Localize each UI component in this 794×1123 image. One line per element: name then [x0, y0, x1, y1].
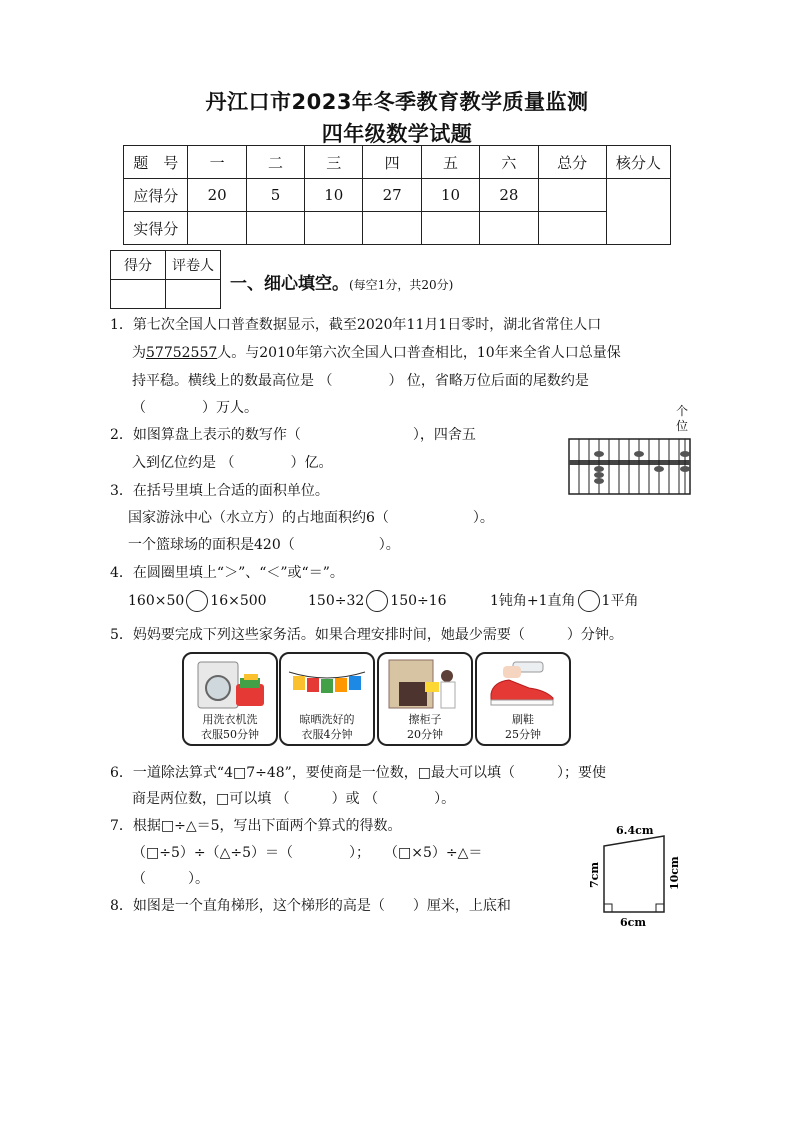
score-col: 二 [246, 146, 304, 179]
grader-score-label: 得分 [111, 251, 166, 280]
score-col-checker: 核分人 [606, 146, 670, 179]
actual-cell[interactable] [480, 212, 538, 245]
exam-title: 丹江口市2023年冬季教育教学质量监测 [205, 90, 589, 114]
q1-line4: （ ）万人。 [132, 400, 258, 416]
actual-total-cell[interactable] [538, 212, 606, 245]
q4-expr2-left: 150÷32 [308, 593, 365, 609]
q7-line2: （□÷5）÷（△÷5）＝（ ）； （□×5）÷△＝ [132, 845, 483, 861]
score-col-total: 总分 [538, 146, 606, 179]
actual-cell[interactable] [246, 212, 304, 245]
q4-expr1-left: 160×50 [128, 593, 185, 609]
compare-circle[interactable] [366, 590, 388, 612]
chore-card [475, 652, 571, 746]
score-table [123, 145, 671, 245]
expected-label: 应得分 [124, 179, 188, 212]
exam-subtitle: 四年级数学试题 [321, 122, 473, 146]
q7-line1: 7．根据□÷△＝5，写出下面两个算式的得数。 [110, 818, 402, 834]
q4-line1: 4．在圆圈里填上“＞”、“＜”或“＝”。 [110, 565, 344, 581]
q4-expr1 [128, 588, 267, 614]
q6-line1: 6．一道除法算式“4□7÷48”，要使商是一位数，□最大可以填（ ）；要使 [110, 765, 607, 781]
section-title: 一、细心填空。 [230, 274, 349, 294]
q1-line3: 持平稳。横线上的数最高位是 （ ） 位，省略万位后面的尾数约是 [132, 373, 589, 389]
score-col: 三 [305, 146, 363, 179]
score-table-header-row [124, 146, 671, 179]
score-header-label: 题 号 [124, 146, 188, 179]
grader-box [110, 250, 221, 309]
shoe-brushing-icon [483, 658, 563, 710]
grader-name-label: 评卷人 [166, 251, 221, 280]
q1-line2-pre: 为 [132, 345, 146, 361]
actual-cell[interactable] [305, 212, 363, 245]
score-col: 一 [188, 146, 246, 179]
trapezoid-figure [580, 816, 684, 930]
q6-line2: 商是两位数，□可以填 （ ）或 （ ）。 [132, 791, 456, 807]
wiping-cabinet-icon [385, 658, 465, 710]
q4-expr2-right: 150÷16 [390, 593, 447, 609]
q1-line2 [132, 340, 621, 366]
checker-cell[interactable] [606, 179, 670, 245]
q1-line1: 1．第七次全国人口普查数据显示，截至2020年11月1日零时，湖北省常住人口 [110, 317, 602, 333]
actual-label: 实得分 [124, 212, 188, 245]
chore-card [377, 652, 473, 746]
score-table-actual-row [124, 212, 671, 245]
q5-line1: 5．妈妈要完成下列这些家务活。如果合理安排时间，她最少需要（ ）分钟。 [110, 627, 623, 643]
score-table-expected-row [124, 179, 671, 212]
washing-machine-icon [190, 658, 270, 710]
clothesline-icon [287, 658, 367, 710]
q8-line1: 8．如图是一个直角梯形，这个梯形的高是（ ）厘米，上底和 [110, 898, 511, 914]
chore-caption: 用洗衣机洗 衣服50分钟 [201, 713, 259, 741]
expected-total-cell[interactable] [538, 179, 606, 212]
expected-value: 20 [188, 179, 246, 212]
compare-circle[interactable] [578, 590, 600, 612]
abacus-figure [568, 438, 692, 496]
chore-card [182, 652, 278, 746]
q2-line2: 入到亿位约是 （ ）亿。 [132, 455, 333, 471]
compare-circle[interactable] [186, 590, 208, 612]
q3-line3: 一个篮球场的面积是420（ ）。 [128, 537, 400, 553]
chore-card [279, 652, 375, 746]
trapezoid-left-label: 7cm [588, 862, 601, 888]
expected-value: 27 [363, 179, 421, 212]
q4-expr3-left: 1钝角+1直角 [490, 593, 576, 609]
q3-line2: 国家游泳中心（水立方）的占地面积约6（ ）。 [128, 510, 494, 526]
q4-expr3 [490, 588, 638, 614]
score-col: 六 [480, 146, 538, 179]
expected-value: 5 [246, 179, 304, 212]
score-col: 四 [363, 146, 421, 179]
section-heading [230, 269, 453, 294]
q7-line3: （ ）。 [132, 871, 209, 887]
q3-line1: 3．在括号里填上合适的面积单位。 [110, 483, 329, 499]
trapezoid-bottom-label: 6cm [620, 916, 646, 929]
q4-expr2 [308, 588, 447, 614]
q1-underlined-number: 57752557 [146, 345, 218, 361]
actual-cell[interactable] [363, 212, 421, 245]
expected-value: 10 [305, 179, 363, 212]
expected-value: 28 [480, 179, 538, 212]
q4-expr3-right: 1平角 [601, 593, 639, 609]
actual-cell[interactable] [188, 212, 246, 245]
section-note: (每空1分，共20分) [349, 278, 454, 292]
grader-score-cell[interactable] [111, 280, 166, 309]
q2-line1: 2．如图算盘上表示的数写作（ ），四舍五 [110, 427, 476, 443]
expected-value: 10 [421, 179, 479, 212]
grader-name-cell[interactable] [166, 280, 221, 309]
chore-caption: 晾晒洗好的 衣服4分钟 [299, 713, 355, 741]
score-col: 五 [421, 146, 479, 179]
trapezoid-right-label: 10cm [668, 856, 681, 890]
chore-caption: 擦柜子 20分钟 [407, 713, 443, 741]
chore-caption: 刷鞋 25分钟 [505, 713, 541, 741]
q1-line2-post: 人。与2010年第六次全国人口普查相比，10年来全省人口总量保 [217, 345, 621, 361]
q4-expr1-right: 16×500 [210, 593, 267, 609]
actual-cell[interactable] [421, 212, 479, 245]
trapezoid-top-label: 6.4cm [616, 824, 654, 837]
abacus-ones-label: 个 位 [676, 404, 689, 433]
